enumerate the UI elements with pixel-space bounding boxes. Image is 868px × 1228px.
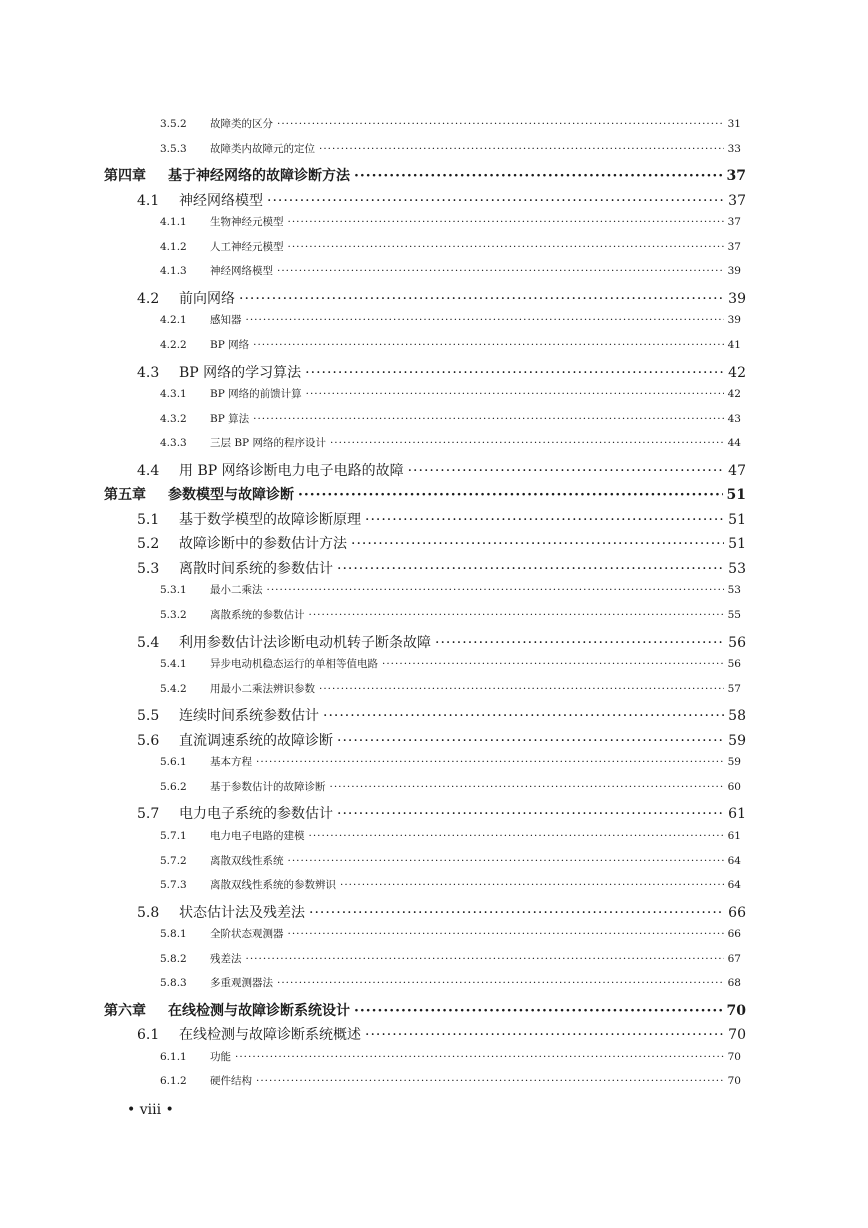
toc-entry-number: 6.1.1 xyxy=(160,1051,187,1063)
toc-entry-page: 39 xyxy=(728,291,746,307)
toc-entry-number: 6.1 xyxy=(137,1027,160,1043)
toc-entry-title: 多重观测器法 xyxy=(210,977,273,989)
toc-entry-number: 5.7.3 xyxy=(160,879,187,891)
toc-leader-dots xyxy=(246,314,724,326)
toc-entry-title: 故障类的区分 xyxy=(210,118,273,130)
toc-subsection xyxy=(160,656,741,671)
toc-entry-title: 最小二乘法 xyxy=(210,584,263,596)
toc-leader-dots xyxy=(267,584,724,596)
toc-entry-page: 53 xyxy=(728,561,746,577)
toc-entry-number: 5.4.1 xyxy=(160,658,187,670)
toc-subsection xyxy=(160,263,741,278)
toc-subsection xyxy=(160,312,741,327)
toc-entry-page: 59 xyxy=(728,733,746,749)
toc-entry-title: 用 BP 网络诊断电力电子电路的故障 xyxy=(179,463,404,479)
toc-section xyxy=(137,288,746,308)
toc-entry-number: 5.3.2 xyxy=(160,609,187,621)
toc-entry-page: 51 xyxy=(728,536,746,552)
toc-entry-page: 41 xyxy=(727,339,741,351)
toc-subsection xyxy=(160,214,741,229)
toc-entry-title: 硬件结构 xyxy=(210,1075,252,1087)
toc-entry-page: 56 xyxy=(727,658,741,670)
toc-entry-number: 5.1 xyxy=(137,512,160,528)
toc-entry-title: 在线检测与故障诊断系统设计 xyxy=(168,1003,350,1019)
toc-entry-page: 60 xyxy=(727,781,741,793)
toc-leader-dots xyxy=(306,388,724,400)
toc-entry-title: 神经网络模型 xyxy=(210,265,273,277)
toc-entry-title: 离散时间系统的参数估计 xyxy=(179,561,333,577)
toc-entry-number: 5.2 xyxy=(137,536,160,552)
toc-section xyxy=(137,460,746,480)
toc-entry-page: 64 xyxy=(727,855,741,867)
toc-subsection xyxy=(160,411,741,426)
toc-entry-page: 33 xyxy=(727,143,741,155)
toc-section xyxy=(137,803,746,823)
toc-entry-title: 生物神经元模型 xyxy=(210,216,284,228)
toc-entry-page: 37 xyxy=(728,193,746,209)
toc-section xyxy=(137,558,746,578)
toc-leader-dots xyxy=(277,977,724,989)
toc-entry-page: 37 xyxy=(727,216,741,228)
toc-chapter xyxy=(104,484,746,504)
toc-entry-number: 4.2 xyxy=(137,291,160,307)
toc-entry-title: 故障诊断中的参数估计方法 xyxy=(179,536,347,552)
toc-entry-title: 离散双线性系统 xyxy=(210,855,284,867)
toc-entry-number: 6.1.2 xyxy=(160,1075,187,1087)
toc-entry-title: 残差法 xyxy=(210,953,242,965)
toc-entry-page: 58 xyxy=(728,708,746,724)
toc-leader-dots xyxy=(365,1027,724,1043)
toc-entry-page: 67 xyxy=(727,953,741,965)
toc-section xyxy=(137,190,746,210)
toc-entry-page: 59 xyxy=(727,756,741,768)
toc-entry-page: 42 xyxy=(727,388,741,400)
toc-entry-title: 基于数学模型的故障诊断原理 xyxy=(179,512,361,528)
toc-leader-dots xyxy=(365,512,724,528)
toc-leader-dots xyxy=(354,168,723,184)
toc-leader-dots xyxy=(337,806,724,822)
toc-entry-title: 用最小二乘法辨识参数 xyxy=(210,683,315,695)
toc-leader-dots xyxy=(351,536,724,552)
toc-subsection xyxy=(160,337,741,352)
toc-leader-dots xyxy=(267,193,724,209)
toc-entry-page: 47 xyxy=(728,463,746,479)
page-number: • viii • xyxy=(127,1102,174,1118)
toc-leader-dots xyxy=(354,1003,723,1019)
toc-section xyxy=(137,1024,746,1044)
toc-leader-dots xyxy=(382,658,724,670)
toc-leader-dots xyxy=(256,756,724,768)
toc-entry-number: 4.1 xyxy=(137,193,160,209)
toc-subsection xyxy=(160,1073,741,1088)
toc-leader-dots xyxy=(288,216,724,228)
toc-section xyxy=(137,632,746,652)
toc-leader-dots xyxy=(246,953,724,965)
toc-entry-number: 3.5.3 xyxy=(160,143,187,155)
toc-entry-number: 5.7.2 xyxy=(160,855,187,867)
toc-entry-page: 37 xyxy=(727,241,741,253)
toc-leader-dots xyxy=(288,241,724,253)
toc-entry-title: 在线检测与故障诊断系统概述 xyxy=(179,1027,361,1043)
toc-entry-title: 离散系统的参数估计 xyxy=(210,609,305,621)
toc-entry-page: 42 xyxy=(728,365,746,381)
toc-subsection xyxy=(160,926,741,941)
toc-entry-number: 4.3.2 xyxy=(160,413,187,425)
toc-entry-number: 5.8.3 xyxy=(160,977,187,989)
toc-subsection xyxy=(160,877,741,892)
toc-entry-page: 39 xyxy=(727,314,741,326)
toc-leader-dots xyxy=(309,609,724,621)
toc-section xyxy=(137,730,746,750)
toc-entry-title: 感知器 xyxy=(210,314,242,326)
toc-entry-title: 三层 BP 网络的程序设计 xyxy=(210,437,326,449)
toc-entry-title: BP 网络 xyxy=(210,339,250,351)
toc-entry-number: 5.8.2 xyxy=(160,953,187,965)
toc-entry-number: 第六章 xyxy=(104,1003,146,1019)
toc-entry-number: 5.6.2 xyxy=(160,781,187,793)
toc-subsection xyxy=(160,951,741,966)
toc-entry-page: 61 xyxy=(727,830,741,842)
toc-leader-dots xyxy=(323,708,724,724)
toc-leader-dots xyxy=(319,683,724,695)
toc-entry-title: 功能 xyxy=(210,1051,231,1063)
toc-subsection xyxy=(160,141,741,156)
toc-leader-dots xyxy=(319,143,724,155)
toc-leader-dots xyxy=(340,879,724,891)
toc-entry-page: 66 xyxy=(727,928,741,940)
toc-leader-dots xyxy=(235,1051,724,1063)
toc-entry-number: 4.3.1 xyxy=(160,388,187,400)
toc-leader-dots xyxy=(337,561,724,577)
toc-entry-page: 39 xyxy=(727,265,741,277)
toc-subsection xyxy=(160,582,741,597)
toc-entry-title: BP 网络的学习算法 xyxy=(179,365,302,381)
toc-entry-title: 基于神经网络的故障诊断方法 xyxy=(168,168,350,184)
toc-leader-dots xyxy=(239,291,724,307)
toc-leader-dots xyxy=(288,855,724,867)
toc-entry-number: 5.6.1 xyxy=(160,756,187,768)
toc-entry-page: 55 xyxy=(727,609,741,621)
toc-entry-page: 61 xyxy=(728,806,746,822)
toc-entry-title: 人工神经元模型 xyxy=(210,241,284,253)
toc-subsection xyxy=(160,853,741,868)
toc-entry-title: 神经网络模型 xyxy=(179,193,263,209)
toc-entry-number: 4.3.3 xyxy=(160,437,187,449)
toc-entry-page: 66 xyxy=(728,905,746,921)
toc-entry-number: 5.4.2 xyxy=(160,683,187,695)
toc-entry-title: 基本方程 xyxy=(210,756,252,768)
toc-leader-dots xyxy=(253,339,724,351)
toc-entry-number: 第四章 xyxy=(104,168,146,184)
toc-subsection xyxy=(160,435,741,450)
toc-entry-page: 57 xyxy=(727,683,741,695)
toc-entry-number: 第五章 xyxy=(104,487,146,503)
toc-subsection xyxy=(160,754,741,769)
toc-entry-number: 5.4 xyxy=(137,635,160,651)
toc-entry-number: 5.7.1 xyxy=(160,830,187,842)
toc-entry-title: 直流调速系统的故障诊断 xyxy=(179,733,333,749)
toc-leader-dots xyxy=(435,635,724,651)
toc-entry-page: 70 xyxy=(727,1075,741,1087)
toc-subsection xyxy=(160,239,741,254)
toc-entry-number: 5.5 xyxy=(137,708,160,724)
toc-section xyxy=(137,902,746,922)
toc-entry-page: 70 xyxy=(728,1027,746,1043)
toc-entry-number: 5.8.1 xyxy=(160,928,187,940)
toc-entry-page: 31 xyxy=(727,118,741,130)
toc-entry-number: 4.2.2 xyxy=(160,339,187,351)
toc-leader-dots xyxy=(337,733,724,749)
toc-leader-dots xyxy=(277,265,724,277)
toc-entry-title: 电力电子电路的建模 xyxy=(210,830,305,842)
toc-subsection xyxy=(160,607,741,622)
toc-entry-number: 5.3 xyxy=(137,561,160,577)
toc-entry-page: 68 xyxy=(727,977,741,989)
toc-entry-page: 37 xyxy=(726,168,746,184)
toc-entry-number: 3.5.2 xyxy=(160,118,187,130)
toc-leader-dots xyxy=(298,487,723,503)
toc-leader-dots xyxy=(309,905,724,921)
toc-chapter xyxy=(104,165,746,185)
toc-entry-number: 4.4 xyxy=(137,463,160,479)
toc-entry-number: 4.1.2 xyxy=(160,241,187,253)
toc-entry-page: 56 xyxy=(728,635,746,651)
toc-entry-title: 连续时间系统参数估计 xyxy=(179,708,319,724)
toc-leader-dots xyxy=(330,781,724,793)
toc-leader-dots xyxy=(309,830,724,842)
toc-entry-title: 状态估计法及残差法 xyxy=(179,905,305,921)
toc-subsection xyxy=(160,681,741,696)
toc-entry-title: 异步电动机稳态运行的单相等值电路 xyxy=(210,658,378,670)
toc-entry-page: 64 xyxy=(727,879,741,891)
toc-entry-number: 5.8 xyxy=(137,905,160,921)
toc-subsection xyxy=(160,386,741,401)
toc-leader-dots xyxy=(288,928,724,940)
toc-section xyxy=(137,533,746,553)
toc-entry-number: 4.3 xyxy=(137,365,160,381)
toc-leader-dots xyxy=(256,1075,724,1087)
toc-chapter xyxy=(104,1000,746,1020)
toc-entry-number: 4.1.1 xyxy=(160,216,187,228)
toc-section xyxy=(137,509,746,529)
toc-entry-title: BP 网络的前馈计算 xyxy=(210,388,302,400)
toc-leader-dots xyxy=(277,118,724,130)
toc-leader-dots xyxy=(305,365,724,381)
toc-entry-number: 4.2.1 xyxy=(160,314,187,326)
toc-entry-page: 44 xyxy=(727,437,741,449)
toc-subsection xyxy=(160,779,741,794)
toc-leader-dots xyxy=(253,413,724,425)
toc-entry-page: 70 xyxy=(727,1051,741,1063)
toc-entry-page: 51 xyxy=(726,487,746,503)
toc-entry-page: 51 xyxy=(728,512,746,528)
toc-entry-title: 利用参数估计法诊断电动机转子断条故障 xyxy=(179,635,431,651)
toc-subsection xyxy=(160,975,741,990)
toc-leader-dots xyxy=(330,437,724,449)
toc-entry-number: 5.3.1 xyxy=(160,584,187,596)
toc-entry-page: 43 xyxy=(727,413,741,425)
toc-entry-title: 参数模型与故障诊断 xyxy=(168,487,294,503)
toc-entry-title: 基于参数估计的故障诊断 xyxy=(210,781,326,793)
toc-section xyxy=(137,362,746,382)
toc-entry-number: 4.1.3 xyxy=(160,265,187,277)
toc-entry-number: 5.6 xyxy=(137,733,160,749)
toc-entry-title: 故障类内故障元的定位 xyxy=(210,143,315,155)
toc-entry-title: 离散双线性系统的参数辨识 xyxy=(210,879,336,891)
toc-subsection xyxy=(160,116,741,131)
toc-entry-title: BP 算法 xyxy=(210,413,250,425)
toc-entry-title: 前向网络 xyxy=(179,291,235,307)
toc-entry-page: 53 xyxy=(727,584,741,596)
toc-section xyxy=(137,705,746,725)
toc-leader-dots xyxy=(408,463,725,479)
toc-entry-title: 电力电子系统的参数估计 xyxy=(179,806,333,822)
toc-subsection xyxy=(160,828,741,843)
toc-entry-title: 全阶状态观测器 xyxy=(210,928,284,940)
toc-entry-page: 70 xyxy=(726,1003,746,1019)
toc-subsection xyxy=(160,1049,741,1064)
toc-entry-number: 5.7 xyxy=(137,806,160,822)
